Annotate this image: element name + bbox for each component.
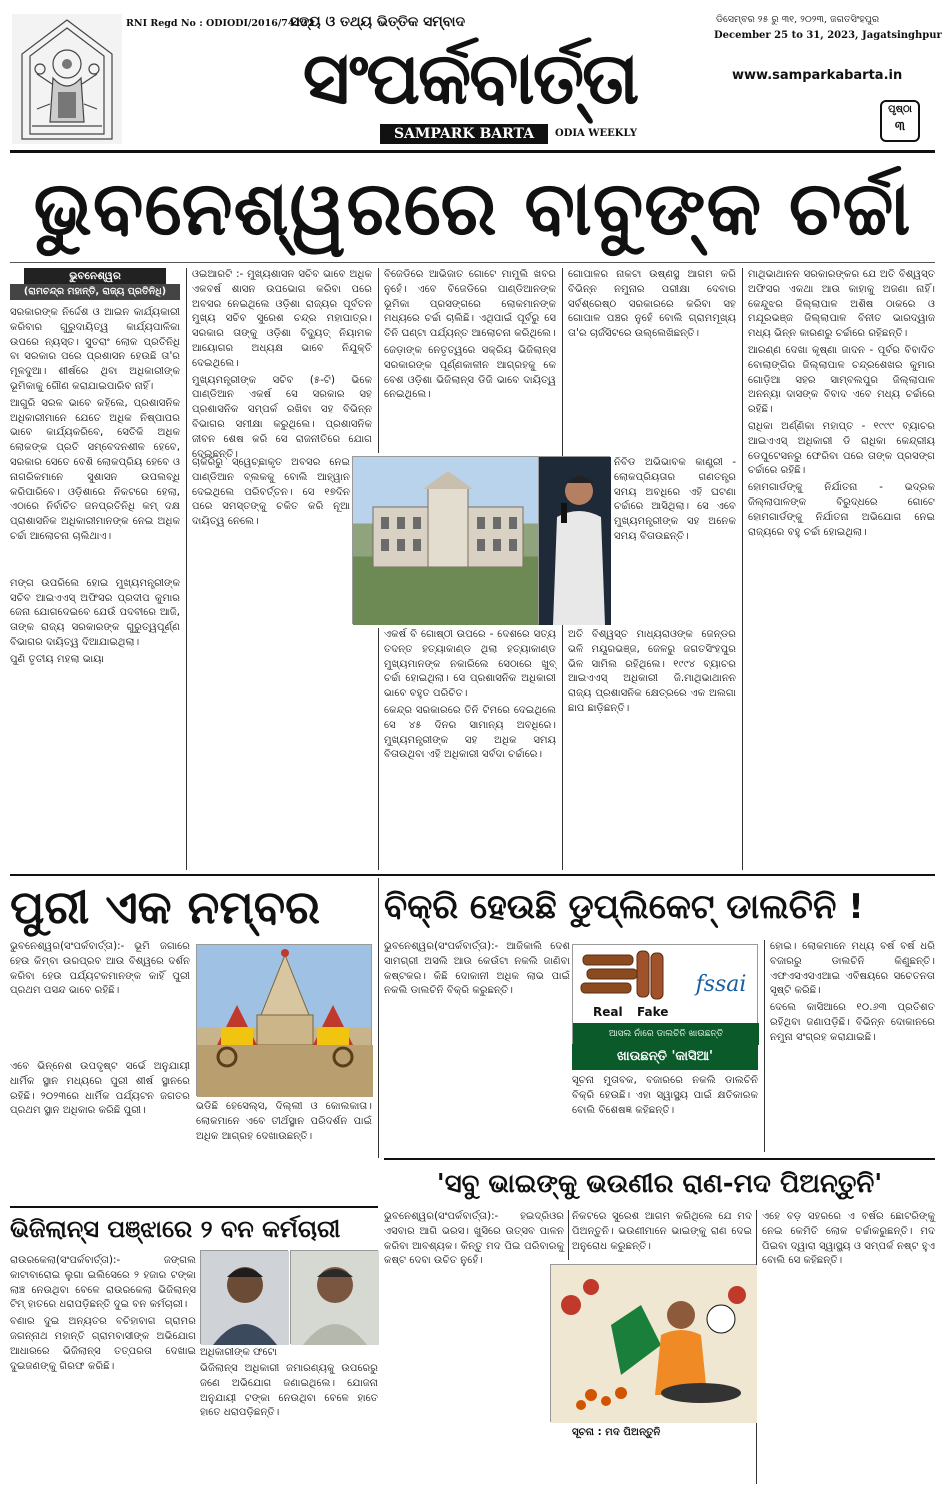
- lead-col4-para: ଅତି ବିଶ୍ୱସ୍ତ ମାଧ୍ୟରାଓଙ୍କ ଜେନ୍ଡର ଭଳି ମୟୂରଭଞ୍ଜ, ଜେଳରୁ ଜଗତସିଂହପୁର ଭିଳ ସାମିଲ ରହିଥିଲେ। ୧୯୯୪ ବ୍ୟାଚର ଆଇଏଏସ୍ ଅଧିକାରୀ ଜି.ମାଥିଭାଥାନନ ରାଜ୍ୟ ପ୍ରଶାସନିକ କ୍ଷେତ୍ରରେ ଏକ ଅଲଗା ଛାପ ଛାଡ଼ିଛନ୍ତି।: [568, 629, 736, 714]
- alcohol-column-3: [572, 1426, 752, 1484]
- alcohol-column-4: [762, 1210, 935, 1484]
- lead-column-4c: [568, 628, 736, 870]
- odia-weekly-label: ODIA WEEKLY: [555, 128, 637, 139]
- rni-number: RNI Regd No : ODIODI/2016/74122: [126, 18, 315, 29]
- column-rule: [742, 268, 743, 870]
- lead-column-2: [192, 268, 372, 460]
- speaker-photo: [538, 456, 610, 624]
- issue-date-english: December 25 to 31, 2023, Jagatsinghpur: [714, 30, 942, 41]
- lead-col4-para: ଗୋପାଳର ନାକଟା ଉଷ୍ଣସ୍ଥ ଆଗମ କରି ବିଭିନ୍ନ ନମୁନାର ପରୀକ୍ଷା ଦେବାର ସର୍ବଶ୍ରେଷ୍ଠ ସରକାରରେ କରିବା ସହ ଗୋପାଳ ପଞ୍ଚର ନୁହେଁ ବୋଲି ଗ୍ରାମମୂଖ୍ୟ ତା'ର ଚାର୍ଜସିଟରେ ଉଲ୍ଲେଖିଛନ୍ତି।: [568, 269, 736, 340]
- lead-col3-para: ଜେଡ଼ାଙ୍କ ନେତୃତ୍ୱରେ ସକ୍ରିୟ ଭିଜିଲାନ୍ସ ସରକାରଙ୍କ ପୂର୍ଣ୍ଣକାଳୀନ ଆଗ୍ରହକୁ କେ ବେଶ ଓଡ଼ିଶା ଭିଜିଲାନ୍ସ ଡିଜି ଭାବେ ଦାୟିତ୍ୱ ନେଇଥିଲେ।: [384, 344, 556, 401]
- vigilance-column-1: [10, 1254, 196, 1484]
- page-number: ୩: [894, 119, 906, 134]
- cinnamon-column-2: [572, 1074, 758, 1152]
- cinnamon-para: ଭୁବନେଶ୍ୱର(ସଂପର୍କବାର୍ତ୍ତା):- ଆଜିକାଲି ଦେଶ ସାମଗ୍ରୀ ଅସଲି ଆଉ କେଉଁଟା ନକଲି ଜାଣିବା କଷ୍ଟକର। କିଛି ଦୋକାନୀ ଅଧିକ ଲାଭ ପାଇଁ ନକଲି ଡାଲଚିନି ବିକ୍ରି କରୁଛନ୍ତି।: [384, 941, 570, 997]
- lead-col1-para: ସରକାରଙ୍କ ନିର୍ଦ୍ଦେଶ ଓ ଆଇନ କାର୍ଯ୍ୟକାରୀ କରିବାର ଗୁରୁଦାୟିତ୍ୱ କାର୍ଯ୍ୟପାଳିକା ଉପରେ ନ୍ୟସ୍ତ। ସୁତରାଂ ଲୋକ ପ୍ରତିନିଧି ବା ସରକାର ପରେ ପ୍ରଶାସନ ହେଉଛି ତା'ର ମୂଳଦୁଆ। ଶୀର୍ଷରେ ଥିବା ଅଧିକାରୀଙ୍କ ଭୂମିକାକୁ ଗୌଣ କରାଯାଇପାରିବ ନାହିଁ।: [10, 307, 180, 392]
- jagannath-temple-photo: [196, 944, 372, 1096]
- masthead-title: ସଂପର୍କବାର୍ତ୍ତା: [302, 36, 638, 120]
- vigilance-column-2: [200, 1362, 378, 1484]
- woman-cooking-icon: [551, 1265, 757, 1423]
- cinnamon-para: ହୋଇ। ଲୋକମାନେ ମଧ୍ୟ ବର୍ଷ ବର୍ଷ ଧରି ବଜାରରୁ ଡାଲଚିନି କିଣୁଛନ୍ତି। ଏଫଏସଏସଏଆଇ ଏବିଷୟରେ ସଚେତନତା ସୃଷ୍ଟି କରିଛି।: [770, 941, 935, 997]
- cinnamon-headline: ବିକ୍ରି ହେଉଛି ଡୁପ୍ଲିକେଟ୍ ଡାଲଚିନି !: [384, 887, 864, 927]
- lead-col1-para: ମଙ୍ଗ ଉପରିଲେ ହୋଇ ମୁଖ୍ୟମନ୍ତ୍ରୀଙ୍କ ସଚିବ ଆଇଏଏସ୍ ଅଫିସର ପ୍ରଦୀପ କୁମାର ଜେନା ଯୋଗଦେଇବେ ଯେଉଁ ପଦବୀରେ ଆଜି, ତାଙ୍କ ରାଜ୍ୟ ସରକାରଙ୍କ ଗୁରୁତ୍ୱପୂର୍ଣ୍ଣ ବିଭାଗର ଦାୟିତ୍ୱ ଦିଆଯାଇଥିଲା।: [10, 577, 180, 648]
- puri-column-2: [10, 1060, 190, 1152]
- lead-col4-para: ନିବିଡ ଅଭିଭାବକ କାଣ୍ଡ୍ରୀ - ଲୋକପ୍ରିୟତାର ଗଣତନ୍ତ୍ର ସମୟ ଅବଧିରେ ଏହି ଘଟଣା ଚର୍ଚ୍ଚାରେ ଆସିଥିଲା। ସେ ଏବେ ମୁଖ୍ୟମନ୍ତ୍ରୀଙ୍କ ସହ ଅନେକ ସମୟ ବିତାଉଛନ୍ତି।: [614, 457, 736, 542]
- lead-col2-para: ଓଇଆରଟି :- ମୁଖ୍ୟଶାସନ ସଚିବ ଭାବେ ଅଧିକ ଏକବର୍ଷ ଶାସନ ଉପଭୋଗ କରିବା ପରେ ଅବସର ନେଇଥିଲେ ଓଡ଼ିଶା ରାଜ୍ୟର ପୂର୍ବତନ ମୁଖ୍ୟ ସଚିବ ସୁରେଶ ଚନ୍ଦ୍ର ମହାପାତ୍ର। ସରକାର ତାଙ୍କୁ ଓଡ଼ିଶା ବିଦ୍ୟୁତ୍ ନିୟାମକ ଆୟୋଗର ଅଧ୍ୟକ୍ଷ ଭାବେ ନିଯୁକ୍ତି ଦେଇଥିଲେ।: [192, 269, 372, 369]
- alcohol-column-1: [384, 1210, 564, 1484]
- column-rule: [568, 1210, 569, 1260]
- column-rule: [378, 878, 379, 1158]
- website-link[interactable]: www.samparkabarta.in: [732, 68, 903, 83]
- alcohol-para: ସୂଚନା : ମଦ ପିଅନ୍ତୁନି: [572, 1427, 661, 1438]
- vigilance-para: ବଣାର ଦୁଇ ଅନ୍ୟତର ବଚିହାବାଗ ଗ୍ରାମର ଜଗନ୍ନାଥ ମହାନ୍ତି ଗ୍ରାମବାସୀଙ୍କ ଅଭିଯୋଗ ଆଧାରରେ ଭିଜିଲାନ୍ସ ତତ୍ପରତା ଦେଖାଇ ଦୁଇଜଣଙ୍କୁ ଗିରଫ କରିଛି।: [10, 1316, 196, 1372]
- section-divider: [10, 874, 935, 876]
- masthead-english-title: SAMPARK BARTA: [380, 124, 548, 144]
- lead-col1-para: ପୁଣି ତୃତୀୟ ମହଲା ଭାୟା: [10, 653, 104, 665]
- cinnamon-photo: [572, 944, 758, 1044]
- headline-divider: [10, 262, 935, 263]
- lead-col5-para: ହୋମଗାର୍ଡଙ୍କୁ ନିର୍ଯାତନା - ଭଦ୍ରକ ଜିଲ୍ଲାପାଳଙ୍କ ବିରୁଦ୍ଧରେ ଗୋଟେ ହୋମଗାର୍ଡଙ୍କୁ ନିର୍ଯାତନା ଅଭିଯୋଗ ନେଇ ରାଜ୍ୟରେ ବହୁ ଚର୍ଚ୍ଚା ହୋଇଥିଲା।: [748, 482, 935, 538]
- lead-col5-para: ରାଧିକା ଅର୍ଣ୍ଣିକା ମହାପ୍ତ - ୧୯୯୯ ବ୍ୟାଚର ଆଇଏଏସ୍ ଅଧିକାରୀ ଡି ରାଧିକା କେନ୍ଦ୍ରୀୟ ଡେପୁଟେସନରୁ ଫେରିବା ପରେ ତାଙ୍କ ପ୍ରସଙ୍ଗ ଚର୍ଚ୍ଚାରେ ରହିଛି।: [748, 420, 935, 477]
- section-divider: [10, 1206, 378, 1208]
- person-portrait-icon: [201, 1251, 289, 1345]
- puri-para: ଭୁବନେଶ୍ୱର(ସଂପର୍କବାର୍ତ୍ତା):- ଭୂମି ଜଗାରେ ହେଉ କିମ୍ବା ଉରପ୍ରବ ଆଉ ବିଶ୍ୱରେ ଦର୍ଶନ କରିବା ହେଉ ପର୍ଯ୍ୟଟକମାନଙ୍କ କାହିଁ ପୁରୀ ପ୍ରଥମ ପସନ୍ଦ ଭାବେ ରହିଛି।: [10, 941, 190, 997]
- lead-column-2b: [192, 456, 350, 870]
- column-rule: [186, 268, 187, 870]
- temple-chariot-icon: [197, 945, 373, 1097]
- cinnamon-para: ଦେଲେ କାସିଆରେ ୧୦.୬୩ ପ୍ରତିଶତ ରହିଥିବା ଜଣାପଡ଼ିଛି। ବିଭିନ୍ନ ଦୋକାନରେ ନମୁନା ସଂଗ୍ରହ କରାଯାଇଛି।: [770, 1002, 935, 1043]
- puri-para: ଭଡିଛି ହେସେଲ୍‌ସ, ଦିଲ୍ଲୀ ଓ କୋଲକାତା। ଲୋକମାନେ ଏବେ ତୀର୍ଥସ୍ଥାନ ପରିଦର୍ଶନ ପାଇଁ ଅଧିକ ଆଗ୍ରହ ଦେଖାଉଛନ୍ତି।: [196, 1101, 372, 1142]
- vigilance-para: ରାଉରକେଲା(ସଂପର୍କବାର୍ତ୍ତା):- ଜଙ୍ଗଲ କାଟାବାରୋଇ ଲୁଗା ଇଲିସେରେ ୨ ହଜାର ଟଙ୍କା ଲାଞ୍ଚ ନେଉଥିବା ବେଳେ ରାଉରକେଲା ଭିଜିଲାନ୍ସ ଟିମ୍ ହାତରେ ଧରାପଡ଼ିଛନ୍ତି ଦୁଇ ବନ କର୍ମଚାରୀ।: [10, 1255, 196, 1311]
- alcohol-para: ଏହେ ବଡ଼ ସହରରେ ଏ ବର୍ଷର ଛୋଟରିଙ୍କୁ ନେଇ କେମିତି ଲୋକ ଚର୍ଚ୍ଚାକରୁଛନ୍ତି। ମଦ ପିଇବା ଦ୍ୱାରା ସ୍ୱାସ୍ଥ୍ୟ ଓ ସମ୍ପର୍କ ନଷ୍ଟ ହୁଏ ବୋଲି ସେ କହିଛନ୍ତି।: [762, 1211, 935, 1267]
- cinnamon-banner-big: ଖାଉଛନ୍ତି 'କାସିଆ': [572, 1044, 758, 1070]
- fake-label: Fake: [637, 1005, 669, 1019]
- vigilance-headline: ଭିଜିଲାନ୍ସ ପଞ୍ଝାରେ ୨ ବନ କର୍ମଚାରୀ: [10, 1215, 341, 1243]
- lead-col3-para: ବିଜେଡିରେ ଆଭିଜାତ ଗୋଟେ ମାମୁଲି ଖବର ନୁହେଁ। ଏବେ ବିଜେଡିରେ ପାଣ୍ଡିଆନଙ୍କ ଭୂମିକା ପ୍ରସଙ୍ଗରେ ଲୋକମାନଙ୍କ ମଧ୍ୟରେ ଚର୍ଚ୍ଚା ଚାଲିଛି। ଏଥିପାଇଁ ପୂର୍ବରୁ ସେ ତିନି ଘଣ୍ଟା ପର୍ଯ୍ୟନ୍ତ ଆଲୋଚନା କରିଥିଲେ।: [384, 269, 556, 340]
- vigilance-officer-photo-2: [290, 1250, 378, 1344]
- alcohol-para: ଭୁବନେଶ୍ୱର(ସଂପର୍କବାର୍ତ୍ତା):- ହଇଦ୍ରିଓର ଏସବାର ଆଗି ଭରସ। ଖୁସିରେ ଉତ୍ସବ ପାଳନ କରିବା ଆବଶ୍ୟକ। କିନ୍ତୁ ମଦ ପିଇ ପରିବାରକୁ କଷ୍ଟ ଦେବା ଉଚିତ ନୁହେଁ।: [384, 1211, 564, 1267]
- column-rule: [378, 628, 379, 870]
- vigilance-para: ଭିଜିଲାନ୍ସ ଅଧିକାରୀ ଜମାରଣ୍ୟକୁ ଉପରେରୁ ଜଣେ ଅଭିଯୋଗ ଜଣାଇଥିଲେ। ଯୋଜନା ଅନୁଯାୟୀ ଟଙ୍କା ନେଉଥିବା ବେଳେ ହାତେ ହାତେ ଧରାପଡ଼ିଛନ୍ତି।: [200, 1363, 378, 1419]
- alcohol-para: ନିକଟରେ ସୁରେଶ ଆଗମ କରିଥିଲେ ଯେ ମଦ ପିଅନ୍ତୁନି। ଭଉଣୀମାନେ ଭାଇଙ୍କୁ ରାଣ ଦେଇ ଅନୁରୋଧ କରୁଛନ୍ତି।: [572, 1211, 752, 1252]
- lead-column-5: [748, 268, 935, 870]
- lead-col3-para: କେନ୍ଦ୍ର ସରକାରରେ ତିନି ଟିମରେ ଦେଇଥିଲେ ସେ ୪୫ ଦିନର ସାମାନ୍ୟ ଅବଧିରେ। ମୁଖ୍ୟମନ୍ତ୍ରୀଙ୍କ ସହ ଅଧିକ ସମୟ ବିତାଉଥିବା ଏହି ଅଧିକାରୀ ସର୍ବଦା ଚର୍ଚ୍ଚାରେ।: [384, 704, 556, 761]
- issue-date-odia: ଡିସେମ୍ବର ୨୫ ରୁ ୩୧, ୨୦୨୩, ଜଗତସିଂହପୁର: [716, 14, 880, 25]
- lead-col5-para: ଆରଣ୍ଣ ଦେଖା କୃଷ୍ଣା ଜାଦନ - ପୂର୍ବର ବିବାଦିତ ବୋଲାଙ୍ଗିର ଜିଲ୍ଲାପାଳ ଚନ୍ଦ୍ରଶେଖର କୁମାର ଗୋଡ଼ିଆ ସହର ସାମ୍ବଲପୁର ଜିଲ୍ଲାପାଳ ଅନନ୍ୟା ଦାସଙ୍କ ବିବାଦ ଏବେ ମଧ୍ୟ ଚର୍ଚ୍ଚାରେ ରହିଛି।: [748, 344, 935, 416]
- real-label: Real: [593, 1005, 623, 1019]
- deity-image: [12, 14, 122, 144]
- puri-column-3: [196, 1100, 372, 1152]
- tagline: ସତ୍ୟ ଓ ତଥ୍ୟ ଭିତ୍ତିକ ସମ୍ବାଦ: [290, 14, 466, 30]
- cinnamon-column-3: [770, 940, 935, 1152]
- puri-headline: ପୁରୀ ଏକ ନମ୍ବର: [10, 880, 321, 934]
- cinnamon-banner: ଆସଲ ନାଁରେ ଡାଲଚିନି ଖାଉଛନ୍ତି: [573, 1023, 759, 1045]
- lead-headline: ଭୁବନେଶ୍ୱରରେ ବାବୁଙ୍କ ଚର୍ଚ୍ଚା: [33, 166, 912, 252]
- fssai-logo-text: fssai: [695, 972, 747, 997]
- puri-para: ଏବେ ଭିନ୍ନେଶ ଉପଦୃଷ୍ଟ ସର୍ଭେ ଅନୁଯାୟୀ ଧାର୍ମିକ ସ୍ଥାନ ମଧ୍ୟରେ ପୁରୀ ଶୀର୍ଷ ସ୍ଥାନରେ ରହିଛି। ୨୦୨୩ରେ ଧାର୍ମିକ ପର୍ଯ୍ୟଟନ ଜଗତର ପ୍ରଥମ ସ୍ଥାନ ଅଧିକାର କରିଛି ପୁରୀ।: [10, 1061, 190, 1117]
- vigilance-photo-caption: ଅଧିକାରୀଙ୍କ ଫଟୋ: [200, 1347, 277, 1358]
- masthead: [0, 0, 945, 150]
- alcohol-column-2: [572, 1210, 752, 1264]
- lead-column-3: [384, 268, 556, 453]
- column-rule: [764, 940, 765, 1152]
- lead-col2-para: ଚାକିରିରୁ ସ୍ୱେଚ୍ଛାକୃତ ଅବସର ନେଇ ପାଣ୍ଡିଆନ ବ୍ଲକକୁ ବୋଲି ଆହ୍ୱାନ ଦେଇଥିଲେ ପରିବର୍ତ୍ତନ। ସେ ୧୭ଦିନ ପରେ ସମସ୍ତଙ୍କୁ ଚକିତ କରି ନୂଆ ଦାୟିତ୍ୱ ନେଲେ।: [192, 457, 350, 528]
- lead-byline: (ରାମଚନ୍ଦ୍ର ମହାନ୍ତି, ରାଜ୍ୟ ପ୍ରତିନିଧି): [10, 284, 180, 300]
- deity-illustration-icon: [12, 14, 122, 144]
- lead-col2-para: ମୁଖ୍ୟମନ୍ତ୍ରୀଙ୍କ ସଚିବ (୫-ଟି) ଭିକେ ପାଣ୍ଡିଆନ ଏକର୍ଷ ସେ ସରକାର ସହ ପ୍ରଶାସନିକ ସମ୍ପର୍କ ରଖିବା ସହ ବିଭିନ୍ନ ବିଭାଗର ସମୀକ୍ଷା କରୁଥିଲେ। ପ୍ରଶାସନିକ ଜୀବନ ଶେଷ କରି ସେ ରାଜନୀତିରେ ଯୋଗ ଦେଇଛନ୍ତି।: [192, 374, 372, 460]
- cooking-photo: [550, 1264, 756, 1422]
- lead-column-4: [568, 268, 736, 454]
- section-divider: [384, 1158, 935, 1160]
- column-rule: [378, 268, 379, 453]
- speaker-person-icon: [539, 457, 611, 625]
- lead-col3-para: ଏକର୍ଷ ବି ଗୋଷ୍ଠୀ ଉପରେ - ଦେଶରେ ସତ୍ୟ ତଦନ୍ତ ହତ୍ୟାକାଣ୍ଡ ଥିଲା ହତ୍ୟାକାଣ୍ଡ ମୁଖ୍ୟମାନଙ୍କ ନକାରିଲେ ସେଠାରେ ଖୁବ୍ ଚର୍ଚ୍ଚା ହୋଇଥିଲା। ସେ ପ୍ରଶାସନିକ ଅଧିକାରୀ ଭାବେ ବହୁତ ପରିଚିତ।: [384, 629, 556, 700]
- lead-column-1: [10, 268, 180, 870]
- person-portrait-icon: [291, 1251, 379, 1345]
- cinnamon-column-1: [384, 940, 570, 1152]
- vigilance-officer-photo-1: [200, 1250, 288, 1344]
- lead-column-4b: [614, 456, 736, 624]
- cinnamon-para: ସୂଚନା ମୁତାବକ, ବଜାରରେ ନକଲି ଡାଲଚିନି ବିକ୍ରି ହେଉଛି। ଏହା ସ୍ୱାସ୍ଥ୍ୟ ପାଇଁ କ୍ଷତିକାରକ ବୋଲି ବିଶେଷଜ୍ଞ କହିଛନ୍ତି।: [572, 1075, 758, 1116]
- lead-column-3b: [384, 628, 556, 870]
- masthead-divider: [10, 150, 935, 153]
- page-label: ପୃଷ୍ଠା: [888, 104, 912, 115]
- lead-col1-para: ଆଗୁରି ସରଳ ଭାବେ କହିଲେ, ପ୍ରଶାସନିକ ଅଧିକାରୀମାନେ ଯେତେ ଅଧିକ ନିଷ୍ପାପର ଭାବେ କାର୍ଯ୍ୟକରିବେ, ସେତିକି ଅଧିକ ଲୋକଙ୍କ ପ୍ରତି ସମ୍ବେଦନଶୀଳ ହେବେ, ସରକାର ସେତେ ବେଶି ଲୋକପ୍ରିୟ ହେବେ ଓ ନାଗରିକମାନେ ସୁଶାସନ ଉପଲବ୍ଧି କରିପାରିବେ। ଓଡ଼ିଶାରେ ନିକଟରେ ହେଲା, ଏଠାରେ ନିର୍ବାଚିତ ଜନପ୍ରତିନିଧି କମ୍ ଦକ୍ଷ ପ୍ରାଶାସନିକ ଅଧିକାରୀମାନଙ୍କ ନେଇ ଅଧିକ ଚର୍ଚ୍ଚା ଆଲୋଚନା ଚାଲିଥାଏ।: [10, 397, 180, 542]
- alcohol-headline: 'ସବୁ ଭାଇଙ୍କୁ ଭଉଣୀର ରାଣ-ମଦ ପିଅନ୍ତୁନି': [436, 1169, 883, 1199]
- lead-dateline: ଭୁବନେଶ୍ୱର: [24, 268, 166, 284]
- page-number-box: [880, 100, 920, 142]
- lead-col5-para: ମାଥିଭାଥାନନ ସରକାରଙ୍କର ଯେ ଅତି ବିଶ୍ୱସ୍ତ ଅଫିସର ଏକଥା ଆଉ କାହାକୁ ଅଜଣା ନାହିଁ। କେନ୍ଦୁଝର ଜିଲ୍ଲାପାଳ ଅଶିଷ ଠାକରେ ଓ ମଯୂରଭଞ୍ଜ ଜିଲ୍ଲାପାଳ ବିନୀତ ଭାରଦ୍ୱାଜ ମଧ୍ୟ ଭିନ୍ନ କାରଣରୁ ଚର୍ଚ୍ଚାରେ ରହିଛନ୍ତି।: [748, 269, 935, 340]
